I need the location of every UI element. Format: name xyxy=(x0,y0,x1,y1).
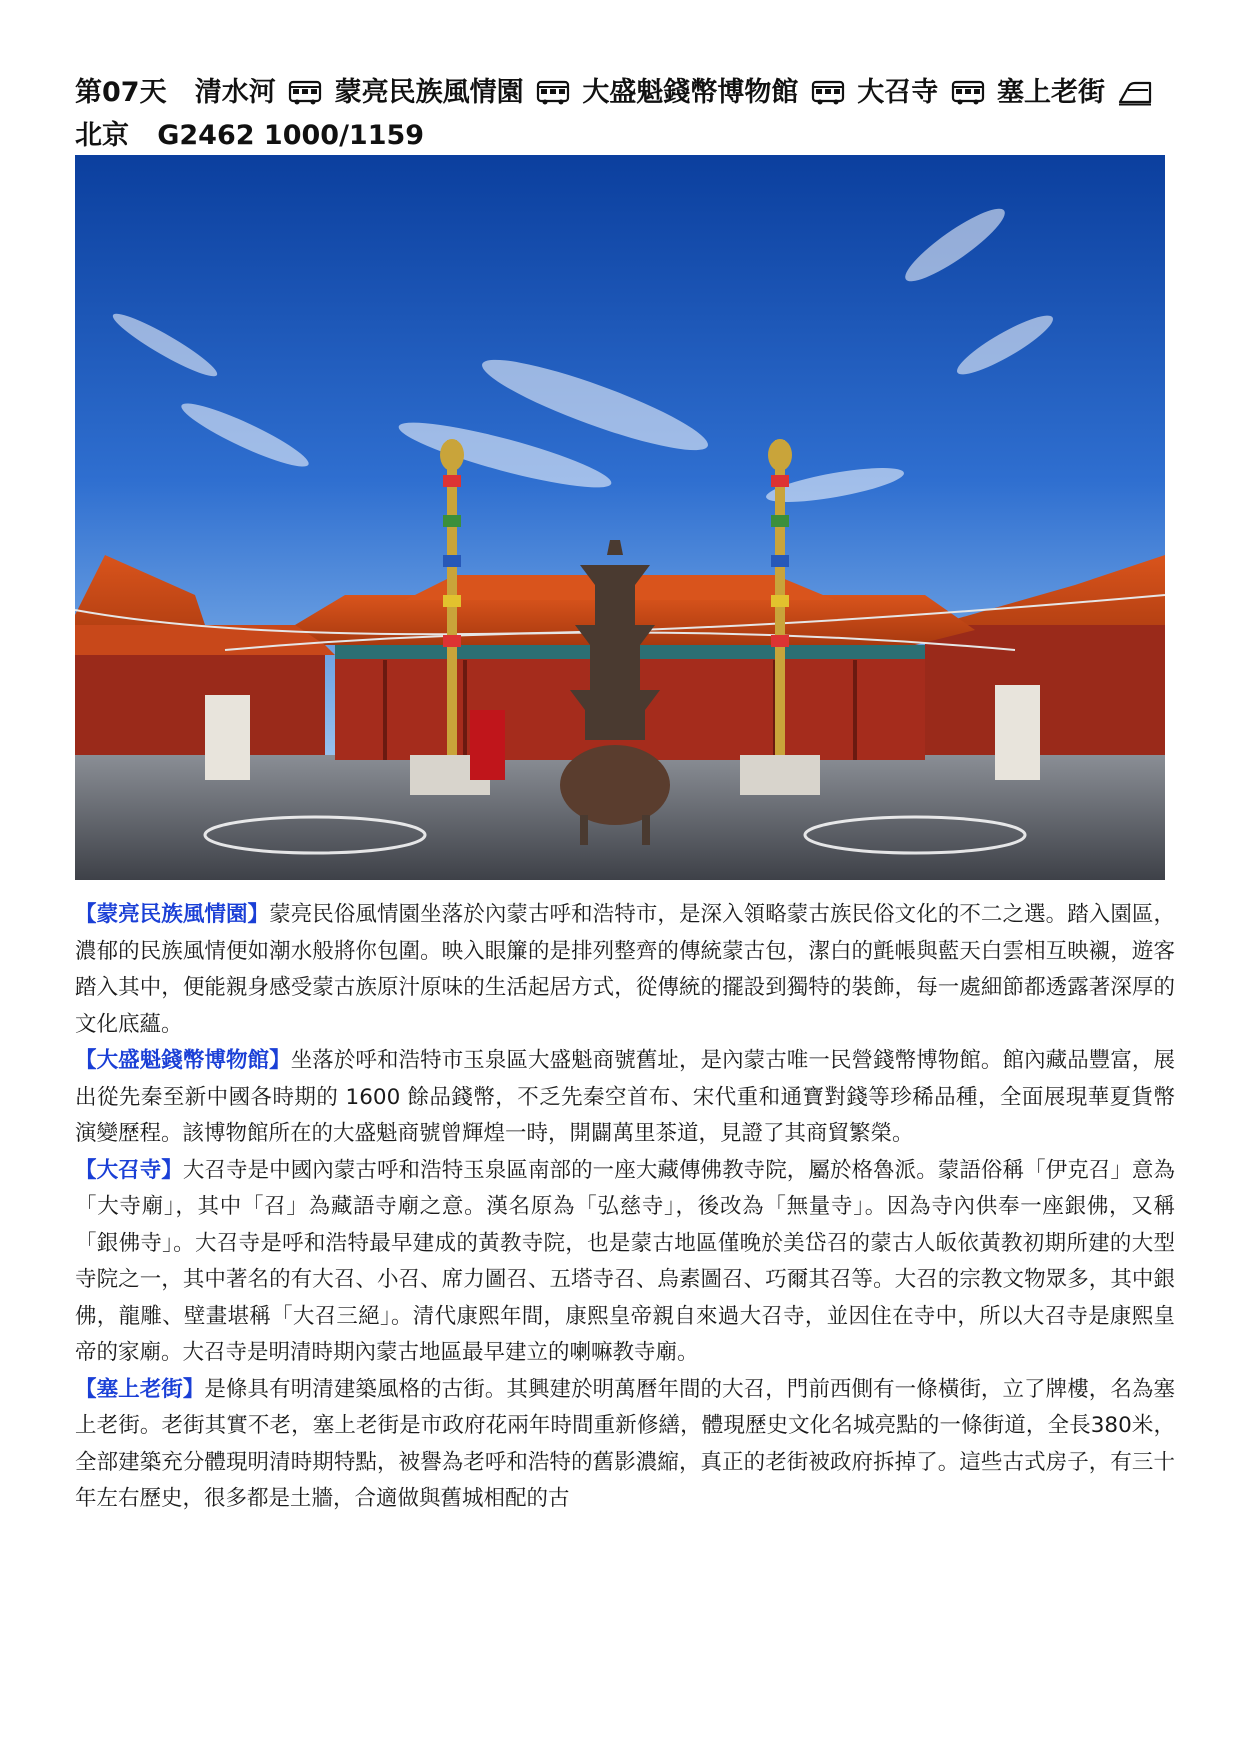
stop-name: 北京 xyxy=(75,120,129,151)
train-icon xyxy=(1117,79,1153,117)
stop-name: 蒙亮民族風情園 xyxy=(334,77,524,108)
stop-name: 塞上老街 xyxy=(997,77,1106,108)
stop-name: 大盛魁錢幣博物館 xyxy=(582,77,799,108)
day-title xyxy=(75,74,1175,155)
section-heading: 【大盛魁錢幣博物館】 xyxy=(75,1048,291,1073)
bus-icon xyxy=(951,79,985,117)
stop-name: 大召寺 xyxy=(857,77,939,108)
train-number: G2462 1000/1159 xyxy=(157,120,425,151)
section-paragraph xyxy=(75,1043,1175,1153)
section-text: 坐落於呼和浩特市玉泉區大盛魁商號舊址，是內蒙古唯一民營錢幣博物館。館內藏品豐富，展出從先秦至新中國各時期的 1600 餘品錢幣，不乏先秦空首布、宋代重和通寶對錢等珍稀品種，全面展現華夏貨幣演變歷程。該博物館所在的大盛魁商號曾輝煌一時，開闢萬里茶道，見證了其商貿繁榮。 xyxy=(75,1048,1175,1146)
section-paragraph xyxy=(75,1153,1175,1372)
bus-icon xyxy=(288,79,322,117)
temple-photo xyxy=(75,155,1165,880)
section-paragraph xyxy=(75,897,1175,1043)
section-text: 大召寺是中國內蒙古呼和浩特玉泉區南部的一座大藏傳佛教寺院，屬於格魯派。蒙語俗稱「伊克召」意為「大寺廟」，其中「召」為藏語寺廟之意。漢名原為「弘慈寺」，後改為「無量寺」。因為寺內供奉一座銀佛，又稱「銀佛寺」。大召寺是呼和浩特最早建成的黃教寺院，也是蒙古地區僅晚於美岱召的蒙古人皈依黃教初期所建的大型寺院之一，其中著名的有大召、小召、席力圖召、五塔寺召、烏素圖召、巧爾其召等。大召的宗教文物眾多，其中銀佛，龍雕、壁畫堪稱「大召三絕」。清代康熙年間，康熙皇帝親自來過大召寺，並因住在寺中，所以大召寺是康熙皇帝的家廟。大召寺是明清時期內蒙古地區最早建立的喇嘛教寺廟。 xyxy=(75,1157,1175,1365)
section-text: 蒙亮民俗風情園坐落於內蒙古呼和浩特市，是深入領略蒙古族民俗文化的不二之選。踏入園區，濃郁的民族風情便如潮水般將你包圍。映入眼簾的是排列整齊的傳統蒙古包，潔白的氈帳與藍天白雲相互映襯，遊客踏入其中，便能親身感受蒙古族原汁原味的生活起居方式，從傳統的擺設到獨特的裝飾，每一處細節都透露著深厚的文化底蘊。 xyxy=(75,902,1175,1037)
section-heading: 【蒙亮民族風情園】 xyxy=(75,902,270,927)
day-label: 第07天 xyxy=(75,77,167,108)
section-heading: 【大召寺】 xyxy=(75,1157,183,1183)
section-text: 是條具有明清建築風格的古街。其興建於明萬曆年間的大召，門前西側有一條橫街，立了牌樓，名為塞上老街。老街其實不老，塞上老街是市政府花兩年時間重新修繕，體現歷史文化名城亮點的一條街道，全長380米，全部建築充分體現明清時期特點，被譽為老呼和浩特的舊影濃縮，真正的老街被政府拆掉了。這些古式房子，有三十年左右歷史，很多都是土牆，合適做與舊城相配的古 xyxy=(75,1376,1175,1511)
section-heading: 【塞上老街】 xyxy=(75,1376,205,1402)
description-body xyxy=(75,897,1175,1518)
bus-icon xyxy=(811,79,845,117)
bus-icon xyxy=(536,79,570,117)
stop-name: 清水河 xyxy=(194,77,276,108)
section-paragraph xyxy=(75,1372,1175,1518)
